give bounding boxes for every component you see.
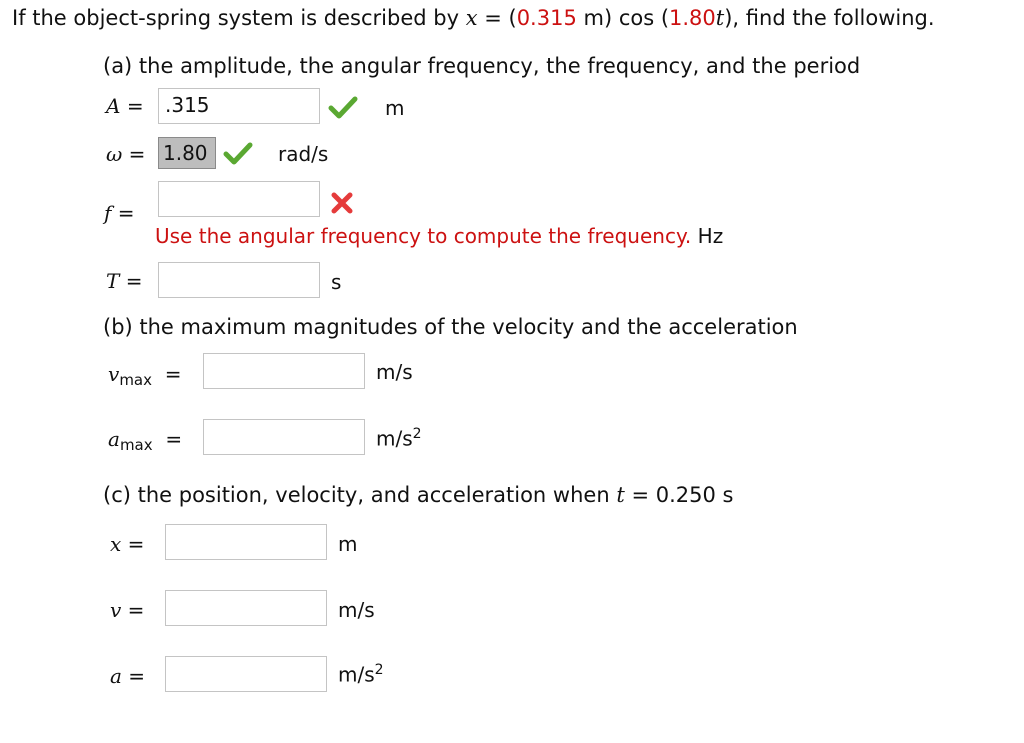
amax-input[interactable] bbox=[203, 419, 365, 455]
check-icon bbox=[223, 142, 253, 166]
acceleration-unit: $m/s^2$ bbox=[338, 662, 384, 687]
amax-unit: $m/s^2$ bbox=[376, 426, 422, 451]
vmax-input[interactable] bbox=[203, 353, 365, 389]
amplitude-value: 0.315 bbox=[516, 6, 577, 30]
problem-statement: If the object-spring system is described by x = (0.315 m) cos (1.80t), find the following. bbox=[12, 6, 935, 30]
acceleration-input[interactable] bbox=[165, 656, 327, 692]
frequency-unit: Hz bbox=[697, 224, 724, 248]
period-label: T = bbox=[106, 269, 143, 293]
amplitude-label: A = bbox=[106, 94, 144, 118]
vmax-unit: m/s bbox=[376, 360, 413, 384]
vmax-label: $v_{max}$ = bbox=[108, 362, 182, 389]
amax-label: $a_{max}$ = bbox=[108, 427, 183, 454]
cross-icon bbox=[330, 191, 354, 215]
frequency-feedback bbox=[155, 224, 723, 248]
period-unit: s bbox=[331, 270, 342, 294]
omega-value: 1.80 bbox=[669, 6, 716, 30]
velocity-label: v = bbox=[110, 598, 145, 622]
position-label: x = bbox=[110, 532, 145, 556]
amplitude-unit: m bbox=[385, 96, 405, 120]
omega-input[interactable]: 1.80 bbox=[158, 137, 216, 169]
velocity-input[interactable] bbox=[165, 590, 327, 626]
period-input[interactable] bbox=[158, 262, 320, 298]
part-c-heading: (c) the position, velocity, and acceleration when t = 0.250 s bbox=[103, 483, 734, 507]
position-input[interactable] bbox=[165, 524, 327, 560]
acceleration-label: a = bbox=[110, 664, 146, 688]
part-b-heading: (b) the maximum magnitudes of the velocity and the acceleration bbox=[103, 315, 798, 339]
frequency-label: f = bbox=[104, 201, 135, 225]
omega-label: ω = bbox=[106, 142, 146, 166]
frequency-hint: Use the angular frequency to compute the frequency. bbox=[155, 224, 692, 248]
part-a-heading: (a) the amplitude, the angular frequency, the frequency, and the period bbox=[103, 54, 861, 78]
check-icon bbox=[328, 96, 358, 120]
position-unit: m bbox=[338, 532, 358, 556]
omega-unit: rad/s bbox=[278, 142, 329, 166]
frequency-input[interactable] bbox=[158, 181, 320, 217]
amplitude-input[interactable]: .315 bbox=[158, 88, 320, 124]
velocity-unit: m/s bbox=[338, 598, 375, 622]
